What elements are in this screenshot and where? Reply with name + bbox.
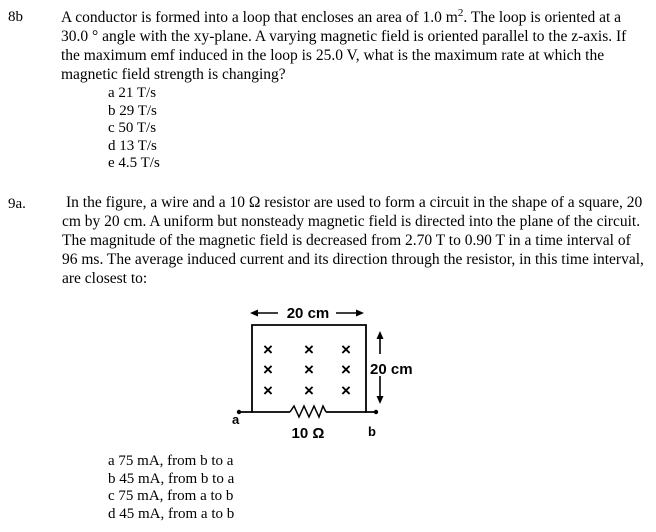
question-number-8b: 8b: [8, 9, 23, 25]
option-9a-a: a 75 mA, from b to a: [108, 453, 234, 469]
field-x-icon: ×: [304, 340, 314, 359]
option-9a-d: d 45 mA, from a to b: [108, 505, 235, 522]
magnetic-field-x-marks: [263, 340, 351, 400]
field-x-icon: ×: [263, 340, 273, 359]
question-9a-options: [108, 453, 234, 523]
field-x-icon: ×: [304, 381, 314, 400]
option-9a-b: b 45 mA, from b to a: [108, 470, 235, 487]
field-x-icon: ×: [341, 381, 351, 400]
field-x-icon: ×: [263, 381, 273, 400]
circuit-figure: [228, 296, 428, 446]
point-a-label: a: [232, 412, 240, 427]
field-x-icon: ×: [263, 360, 273, 379]
option-8b-e: e 4.5 T/s: [108, 155, 160, 171]
field-x-icon: ×: [341, 340, 351, 359]
option-9a-c: c 75 mA, from a to b: [108, 488, 234, 504]
width-label: 20 cm: [286, 305, 330, 322]
terminal-b-dot: [374, 410, 378, 414]
height-label: 20 cm: [370, 361, 413, 378]
option-8b-c: c 50 T/s: [108, 120, 157, 136]
field-x-icon: ×: [304, 360, 314, 379]
option-8b-a: a 21 T/s: [108, 85, 157, 101]
resistor-label: 10 Ω: [291, 425, 325, 442]
option-8b-b: b 29 T/s: [108, 102, 157, 119]
option-8b-d: d 13 T/s: [108, 137, 157, 154]
point-b-label: b: [368, 424, 376, 439]
question-number-9a: 9a.: [8, 196, 26, 212]
field-x-icon: ×: [341, 360, 351, 379]
question-8b-text: A conductor is formed into a loop that encloses an area of 1.0 $m^2$. The loop is oriented at a 30.0 ° angle with the xy-plane. A varying magnetic field is oriented parallel to the z-axis. If the maximum emf induced in the loop is 25.0 V, what is the maximum rate at which the magnetic field strength is changing?: [61, 6, 627, 83]
question-9a-text: In the figure, a wire and a 10 Ω resistor are used to form a circuit in the shape of a square, 20 cm by 20 cm. A uniform but nonsteady magnetic field is directed into the plane of the circuit. The magnitude of the magnetic field is decreased from 2.70 T to 0.90 T in a time interval of 96 ms. The average induced current and its direction through the resistor, in this time interval, are closest to:: [62, 194, 644, 287]
question-8b-options: [108, 85, 160, 173]
resistor-symbol: [290, 406, 326, 417]
